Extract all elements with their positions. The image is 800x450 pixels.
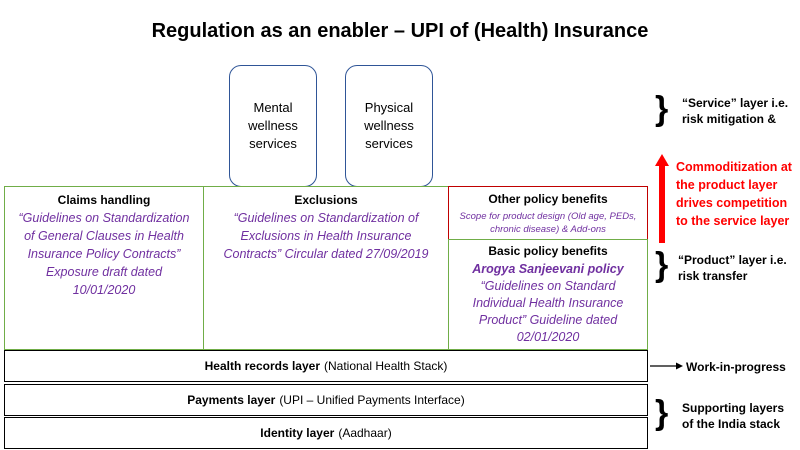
page-title: Regulation as an enabler – UPI of (Health) Insurance (151, 20, 649, 42)
commoditization-arrow-icon (652, 150, 672, 250)
mental-wellness-box (229, 65, 317, 187)
payments-layer (4, 384, 648, 416)
identity-layer-title: Identity layer (260, 426, 335, 440)
other-benefits-panel (448, 186, 648, 240)
product-layer-brace: } (655, 246, 669, 284)
mental-wellness-label: Mental wellness services (248, 100, 298, 151)
work-in-progress-note: Work-in-progress (686, 360, 786, 374)
service-layer-brace: } (655, 90, 669, 128)
product-layer-note: “Product” layer i.e. risk transfer (678, 253, 787, 283)
exclusions-panel (203, 186, 449, 350)
exclusions-text: “Guidelines on Standardization of Exclusions in Health Insurance Contracts” Circular dated 27/09/2019 (223, 211, 429, 261)
supporting-layers-note: Supporting layers of the India stack (682, 401, 785, 431)
commoditization-note: Commoditization at the product layer drives competition to the service layer (676, 160, 792, 228)
health-records-layer (4, 350, 648, 382)
other-benefits-heading: Other policy benefits (488, 192, 608, 206)
payments-layer-title: Payments layer (187, 393, 276, 407)
work-in-progress-arrow-icon (650, 360, 684, 372)
physical-wellness-label: Physical wellness services (364, 100, 414, 151)
health-layer-title: Health records layer (204, 359, 320, 373)
arogya-policy-name: Arogya Sanjeevani policy (472, 262, 624, 276)
basic-benefits-text: “Guidelines on Standard Individual Health Insurance Product” Guideline dated 02/01/2020 (472, 279, 624, 344)
payments-layer-detail: (UPI – Unified Payments Interface) (279, 393, 465, 407)
claims-handling-panel (4, 186, 204, 350)
service-layer-note: “Service” layer i.e. risk mitigation & (682, 96, 789, 126)
exclusions-heading: Exclusions (294, 193, 358, 207)
health-layer-detail: (National Health Stack) (324, 359, 448, 373)
claims-heading: Claims handling (57, 193, 151, 207)
physical-wellness-box (345, 65, 433, 187)
supporting-layers-brace: } (655, 394, 669, 432)
identity-layer-detail: (Aadhaar) (338, 426, 392, 440)
basic-benefits-heading: Basic policy benefits (488, 244, 608, 258)
identity-layer (4, 417, 648, 449)
basic-benefits-panel (448, 239, 648, 350)
claims-text: “Guidelines on Standardization of General Clauses in Health Insurance Policy Contracts” Exposure draft dated 10/01/2020 (18, 211, 190, 297)
other-benefits-text: Scope for product design (Old age, PEDs, chronic disease) & Add-ons (459, 211, 637, 235)
